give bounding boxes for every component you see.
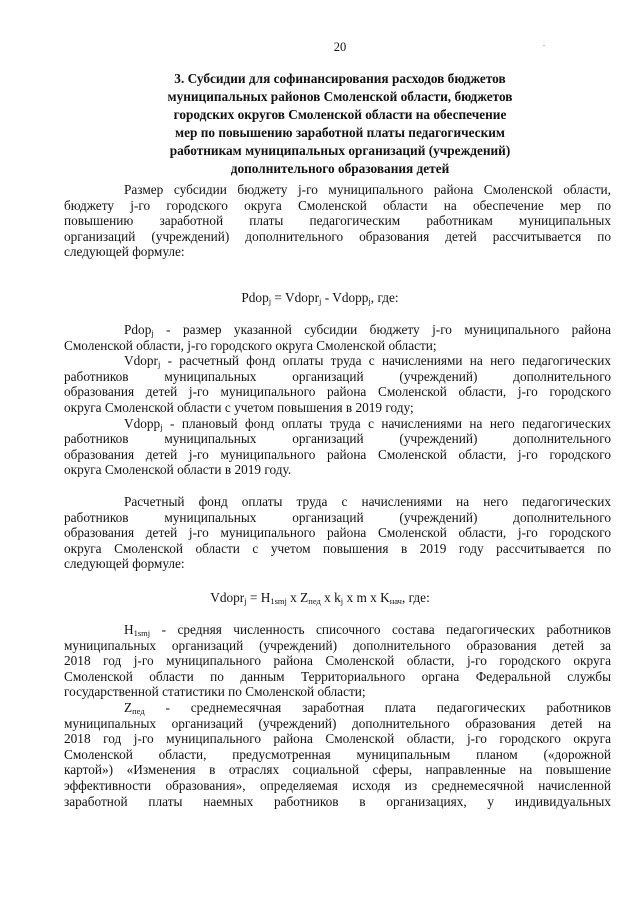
text-line: картой») «Изменения в отраслях социальной сферы, направленные на повышение (64, 762, 611, 778)
text-line: работников муниципальных организаций (учреждений) дополнительного (64, 368, 611, 384)
text-line: повышению заработной платы педагогическим работникам муниципальных (64, 213, 611, 229)
payroll-paragraph (64, 494, 611, 572)
formula-term: - Vdopp (321, 290, 369, 305)
text-line: Расчетный фонд оплаты труда с начислениями на него педагогических (124, 494, 611, 509)
text-line: муниципальных организаций (учреждений) дополнительного образования детей на (64, 715, 611, 731)
definition-subscript: j (151, 328, 154, 338)
heading-line: мер по повышению заработной платы педагогическим (175, 125, 505, 140)
heading-line: работникам муниципальных организаций (учреждений) (169, 143, 511, 158)
text-line: Размер субсидии бюджету j-го муниципального района Смоленской области, (124, 182, 611, 197)
intro-paragraph (64, 182, 611, 260)
definition-zped (64, 700, 611, 716)
text-line: работников муниципальных организаций (учреждений) дополнительного (64, 431, 611, 447)
formula-subscript: нач (389, 596, 402, 606)
definition-symbol: Vdopp (124, 415, 161, 431)
text-line: округа Смоленской области в 2019 году. (64, 462, 292, 478)
formula-subsidy (0, 290, 640, 306)
text-line: округа Смоленской области с учетом повышения в 2019 году рассчитывается по (64, 540, 611, 556)
heading-line: муниципальных районов Смоленской области, бюджетов (167, 89, 513, 104)
definition-symbol: H (124, 622, 134, 637)
scan-mark (543, 45, 545, 46)
formula-term: , где: (370, 290, 399, 305)
formula-subscript: j (319, 296, 322, 306)
definition-symbol: Vdopr (124, 353, 158, 369)
text-line: организаций (учреждений) дополнительного образования детей рассчитывается по (64, 228, 611, 244)
definition-subscript: j (160, 421, 163, 432)
formula-term: Pdop (241, 290, 269, 305)
heading-line: дополнительного образования детей (230, 161, 450, 176)
formula-subscript: j (368, 296, 371, 306)
text-line: Смоленской области по данным Территориального органа Федеральной службы (64, 668, 611, 684)
heading-line: городских округов Смоленской области на обеспечение (173, 107, 507, 122)
formula-term: x Z (286, 590, 309, 605)
definition-h1smj (64, 622, 611, 638)
definitions-formula-1 (64, 322, 611, 478)
text-line: бюджету j-го городского округа Смоленской области на обеспечение мер по (64, 197, 611, 213)
formula-term: , где: (401, 590, 430, 605)
text-line: образования детей j-го муниципального района Смоленской области, j-го городского (64, 446, 611, 462)
definition-subscript: пед (132, 705, 145, 716)
definition-text: - расчетный фонд оплаты труда с начислениями на него педагогических (160, 353, 611, 369)
definition-subscript: 1smj (133, 628, 151, 638)
definition-vdopr (64, 353, 611, 369)
definition-symbol: Z (124, 699, 133, 715)
definition-text: - размер указанной субсидии бюджету j-го муниципального района (153, 322, 611, 337)
formula-subscript: пед (308, 596, 321, 606)
text-line: следующей формуле: (64, 556, 185, 572)
text-line: 2018 год j-го муниципального района Смоленской области, j-го городского округа (64, 731, 611, 747)
formula-subscript: j (244, 596, 247, 606)
text-line: заработной платы наемных работников в организациях, у индивидуальных (64, 793, 611, 809)
definition-vdopp (64, 416, 611, 432)
text-line: округа Смоленской области с учетом повышения в 2019 году; (64, 399, 414, 415)
definitions-formula-2 (64, 622, 611, 809)
definition-subscript: j (157, 359, 161, 370)
text-line: Смоленской области, j-го городского округа Смоленской области; (64, 337, 437, 353)
text-line: государственной статистики по Смоленской области; (64, 684, 366, 700)
text-line: работников муниципальных организаций (учреждений) дополнительного (64, 509, 611, 525)
definition-symbol: Pdop (124, 322, 152, 337)
page-number: 20 (333, 40, 347, 54)
formula-term: = H (246, 590, 271, 605)
formula-subscript: j (340, 596, 344, 606)
text-line: Смоленской области, предусмотренная муниципальным планом («дорожной (64, 746, 611, 762)
text-line: эффективности образования», определяемая исходя из среднемесячной начисленной (64, 777, 611, 793)
heading-line: 3. Субсидии для софинансирования расходов бюджетов (174, 71, 506, 86)
formula-subscript: j (268, 296, 272, 306)
text-line: следующей формуле: (64, 244, 185, 260)
formula-term: x k (320, 590, 341, 605)
text-line: муниципальных организаций (учреждений) дополнительного образования детей за (64, 637, 611, 653)
formula-subscript: 1smj (270, 596, 287, 606)
text-line: образования детей j-го муниципального района Смоленской области, j-го городского (64, 525, 611, 541)
definition-pdop (64, 322, 611, 338)
definition-text: - плановый фонд оплаты труда с начислениями на него педагогических (162, 415, 611, 431)
formula-payroll (0, 590, 640, 606)
definition-text: - среднемесячная заработная плата педагогических работников (144, 699, 611, 715)
section-heading (124, 70, 556, 178)
text-line: 2018 год j-го муниципального района Смоленской области, j-го городского округа (64, 653, 611, 669)
text-line: образования детей j-го муниципального района Смоленской области, j-го городского (64, 384, 611, 400)
formula-term: Vdopr (210, 590, 245, 605)
formula-term: x m x K (343, 590, 390, 605)
formula-term: = Vdopr (271, 290, 319, 305)
definition-text: - средняя численность списочного состава педагогических работников (150, 622, 611, 637)
